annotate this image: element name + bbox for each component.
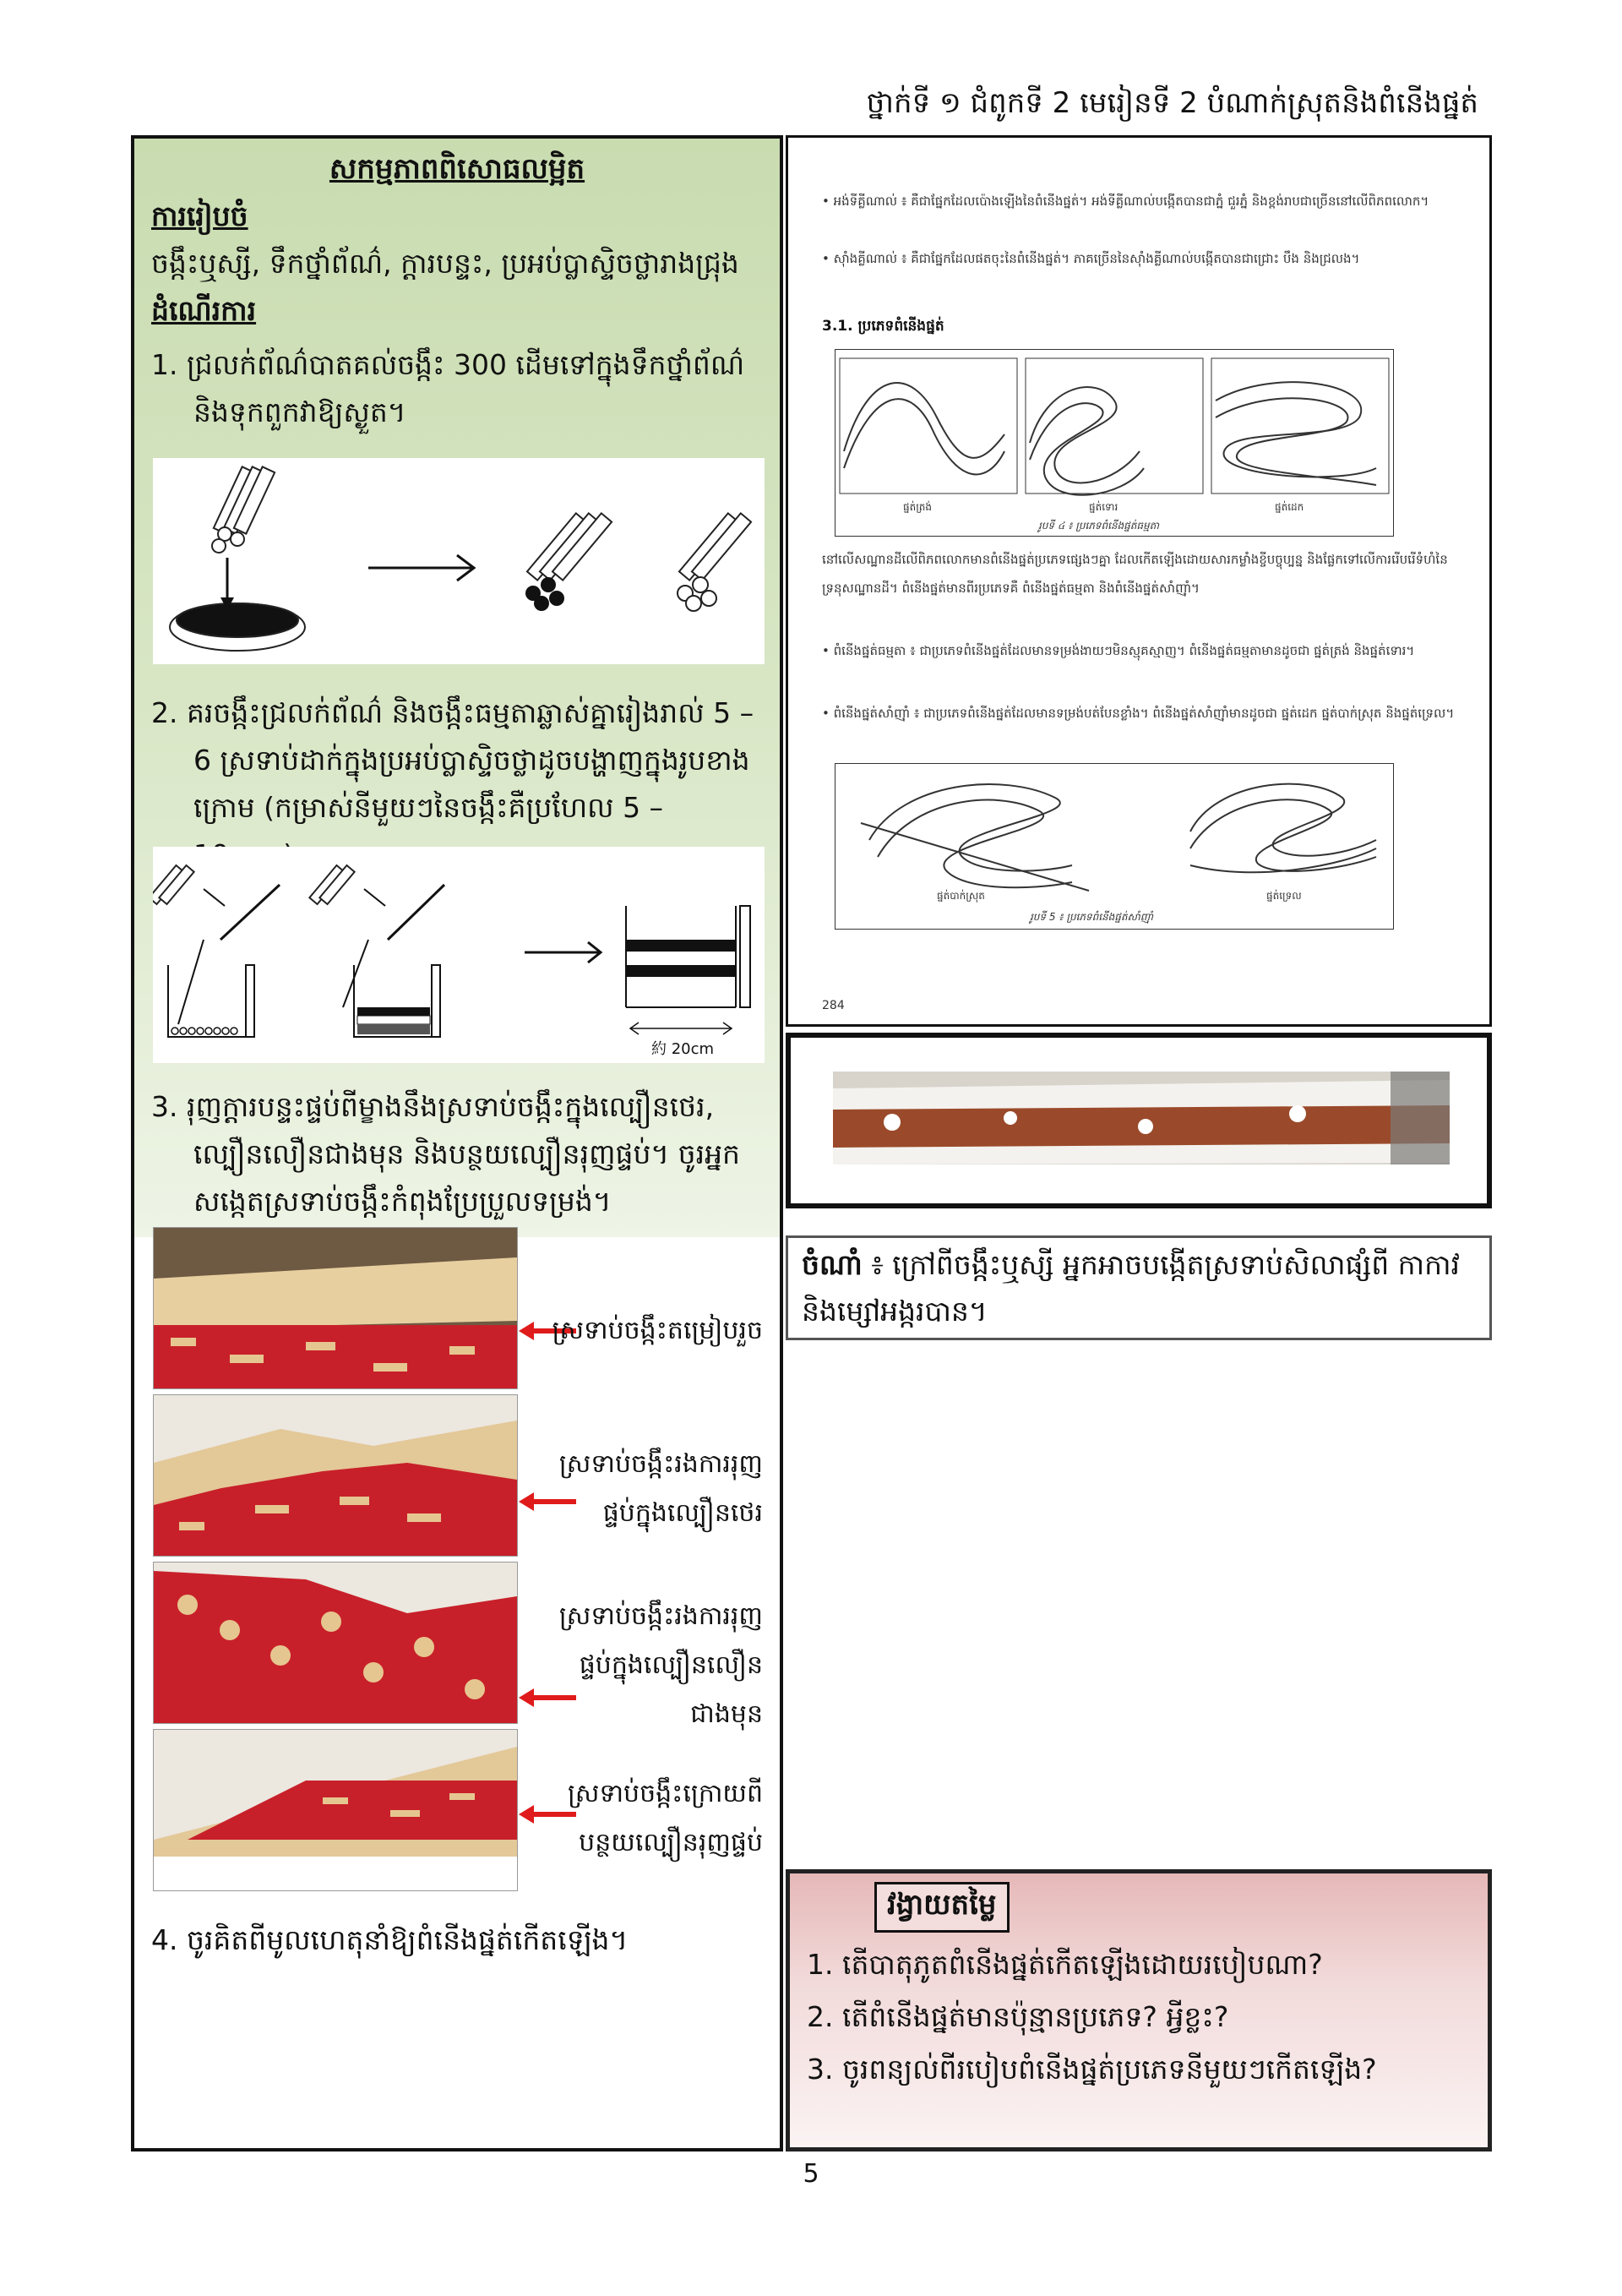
- fold-figure-4: [835, 349, 1394, 537]
- assessment-title: វង្វាយតម្លៃ: [874, 1882, 1010, 1933]
- dye-illustration: [153, 458, 765, 664]
- layering-illustration: [153, 847, 765, 1063]
- procedure-heading: ដំណើរការ: [151, 294, 257, 327]
- book-page-number: 284: [822, 999, 845, 1012]
- figure-5-caption: រូបទី 5 ៖ ប្រភេទពំនើងផ្នត់សាំញ៉ាំ: [1030, 911, 1153, 923]
- note-label: ចំណាំ: [802, 1248, 863, 1281]
- page-header: ថ្នាក់ទី ១ ជំពូកទី 2 មេរៀនទី 2 បំណាក់ស្រុតនិងពំនើងផ្នត់: [866, 86, 1478, 120]
- fold-label-upright: ផ្នត់ត្រង់: [903, 501, 933, 513]
- fold-label-recumbent: ផ្នត់ដេក: [1275, 501, 1304, 513]
- fold-label-overturned: ផ្នត់ទ្រេល: [1266, 890, 1302, 902]
- activity-title: សកម្មភាពពិសោធលម្អិត: [329, 152, 585, 186]
- materials-text: ចង្កឹះឬស្សី, ទឹកថ្នាំព័ណ៌, ក្តារបន្ទះ, ប្រអប់ប្លាស្ទិចថ្លារាងជ្រុង: [151, 247, 739, 280]
- question-2: 2. តើពំនើងផ្នត់មានប៉ុន្មានប្រភេទ? អ្វីខ្លះ?: [807, 2000, 1229, 2033]
- step-3: 3. រុញក្តារបន្ទះផ្ទប់ពីម្ខាងនឹងស្រទាប់ចង្កឹះក្នុងល្បឿនថេរ, ល្បឿនលឿនជាងមុន និងបន្ថយល្បឿនរុញផ្ទប់។ ចូរអ្នកសង្កេតស្រទាប់ចង្កឹះកំពុងប្រែប្រួលទម្រង់។: [151, 1090, 740, 1218]
- activity-panel: [131, 135, 783, 2151]
- experiment-strip-photo: [786, 1033, 1492, 1208]
- layering-figure: [153, 847, 765, 1063]
- width-label: 約 20cm: [651, 1040, 715, 1058]
- caption-faster-speed: ស្រទាប់ចង្កឹះរងការរុញផ្ទប់ក្នុងល្បឿនលឿនជាងមុន: [558, 1601, 763, 1729]
- note-box: [786, 1235, 1492, 1340]
- bullet-syncline: • ស៊ាំងគ្លីណាល់ ៖ គឺជាផ្នែកដែលផតចុះនៃពំនើងផ្នត់។ ភាគច្រើននៃស៊ាំងគ្លីណាល់បង្កើតបានជាជ្រោះ បឹង និងជ្រលង។: [822, 251, 1360, 266]
- photo-stacked: [153, 1227, 518, 1389]
- photo-faster-speed: [153, 1562, 518, 1724]
- photo-reduced-speed: [153, 1729, 518, 1891]
- figure-4-caption: រូបទី ៤ ៖ ប្រភេទពំនើងផ្នត់ធម្មតា: [1038, 520, 1160, 532]
- fold-paragraph: នៅលើសណ្ឋានដីលើពិភពលោកមានពំនើងផ្នត់ប្រភេទផ្សេងៗគ្នា ដែលកើតឡើងដោយសារកម្លាំងខ្ចីបច្ចុប្បន្ន និងផ្លែកទៅលើការរើបរើទំហំនៃទ្រនុសណ្ឋានដី។ ពំនើងផ្នត់មានពីរប្រភេទគឺ ពំនើងផ្នត់ធម្មតា និងពំនើងផ្នត់សាំញ៉ាំ។: [822, 552, 1448, 596]
- bullet-simple-fold: • ពំនើងផ្នត់ធម្មតា ៖ ជាប្រភេទពំនើងផ្នត់ដែលមានទម្រង់ងាយៗមិនស្មុគស្មាញ។ ពំនើងផ្នត់ធម្មតាមានដូចជា ផ្នត់ត្រង់ និងផ្នត់ទោរ។: [822, 643, 1415, 658]
- step-1: 1. ជ្រលក់ព័ណ៌បាតគល់ចង្កឹះ 300 ដើមទៅក្នុងទឹកថ្នាំព័ណ៌ និងទុកពួកវាឱ្យស្ងួត។: [151, 348, 745, 428]
- caption-reduced-speed: ស្រទាប់ចង្កឹះក្រោយពីបន្ថយល្បឿនរុញផ្ទប់: [567, 1779, 763, 1857]
- page-number: 5: [803, 2159, 819, 2189]
- fold-figure-5: [835, 763, 1394, 930]
- bullet-anticline: • អង់ទីគ្លីណាល់ ៖ គឺជាផ្នែកដែលប៉ោងឡើងនៃពំនើងផ្នត់។ អង់ទីគ្លីណាល់បង្កើតបានជាភ្នំ ជួរភ្នំ និងខ្ពង់រាបជាច្រើននៅលើពិភពលោក។: [822, 194, 1429, 209]
- dye-figure: [153, 458, 765, 664]
- prep-heading: ការរៀបចំ: [151, 199, 248, 232]
- photo-constant-speed: [153, 1394, 518, 1557]
- fold-label-thrust: ផ្នត់បាក់ស្រុត: [937, 890, 985, 902]
- caption-constant-speed: ស្រទាប់ចង្កឹះរងការរុញផ្ទប់ក្នុងល្បឿនថេរ: [558, 1449, 763, 1528]
- textbook-excerpt: [786, 135, 1492, 1027]
- assessment-box: [786, 1869, 1492, 2151]
- question-3: 3. ចូរពន្យល់ពីរបៀបពំនើងផ្នត់ប្រភេទនីមួយៗកើតឡើង?: [807, 2053, 1377, 2086]
- bullet-complex-fold: • ពំនើងផ្នត់សាំញ៉ាំ ៖ ជាប្រភេទពំនើងផ្នត់ដែលមានទម្រង់បត់បែនខ្លាំង។ ពំនើងផ្នត់សាំញ៉ាំមានដូចជា ផ្នត់ដេក ផ្នត់បាក់ស្រុត និងផ្នត់ទ្រេល។: [822, 706, 1455, 721]
- step-2: 2. គរចង្កឹះជ្រលក់ព័ណ៌ និងចង្កឹះធម្មតាឆ្លាស់គ្នារៀងរាល់ 5 – 6 ស្រទាប់ដាក់ក្នុងប្រអប់ប្លាស្ទិចថ្លាដូចបង្ហាញក្នុងរូបខាងក្រោម (កម្រាស់នីមួយៗនៃចង្កឹះគឺប្រហែល 5 –: [151, 696, 754, 824]
- caption-stacked: ស្រទាប់ចង្កឹះតម្រៀបរួច: [552, 1316, 763, 1345]
- section-heading: 3.1. ប្រភេទពំនើងផ្នត់: [822, 318, 944, 335]
- step-4: 4. ចូរគិតពីមូលហេតុនាំឱ្យពំនើងផ្នត់កើតឡើង។: [151, 1923, 629, 1956]
- question-1: 1. តើបាតុភូតពំនើងផ្នត់កើតឡើងដោយរបៀបណា?: [807, 1948, 1323, 1981]
- fold-label-inclined: ផ្នត់ទោរ: [1089, 501, 1119, 513]
- note-text: ៖ ក្រៅពីចង្កឹះឬស្សី អ្នកអាចបង្កើតស្រទាប់សិលាផ្សំពី កាកាវ និងម្សៅអង្ករបាន។: [802, 1248, 1460, 1328]
